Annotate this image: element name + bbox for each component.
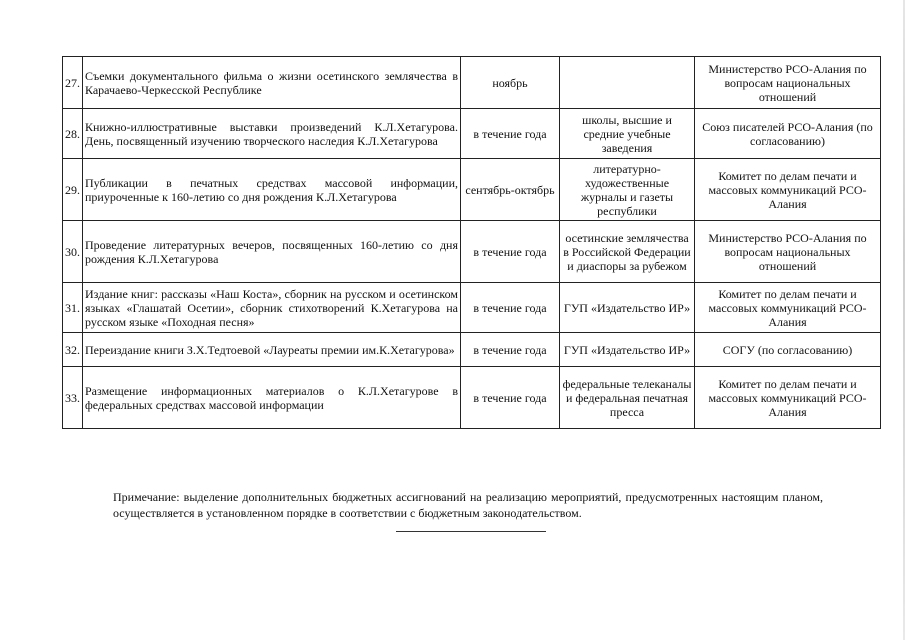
row-number: 33.	[63, 367, 83, 429]
row-number: 29.	[63, 159, 83, 221]
event-participants: федеральные телеканалы и федеральная печатная пресса	[560, 367, 695, 429]
event-description: Съемки документального фильма о жизни осетинского землячества в Карачаево-Черкесской Республике	[83, 57, 461, 109]
event-date: ноябрь	[461, 57, 560, 109]
table-row	[63, 57, 881, 109]
event-participants: литературно-художественные журналы и газеты республики	[560, 159, 695, 221]
budget-note: Примечание: выделение дополнительных бюджетных ассигнований на реализацию мероприятий, предусмотренных настоящим планом, осуществляется в установленном порядке в соответствии с бюджетным законодательством.	[113, 490, 823, 520]
event-date: в течение года	[461, 283, 560, 333]
event-description: Книжно-иллюстративные выставки произведений К.Л.Хетагурова. День, посвященный изучению творческого наследия К.Л.Хетагурова	[83, 109, 461, 159]
row-number: 31.	[63, 283, 83, 333]
row-number: 27.	[63, 57, 83, 109]
end-of-document-rule	[396, 531, 546, 532]
table-row	[63, 367, 881, 429]
events-table-body	[63, 57, 881, 429]
table-row	[63, 333, 881, 367]
event-description: Издание книг: рассказы «Наш Коста», сборник на русском и осетинском языках «Глашатай Осетии», сборник стихотворений К.Хетагурова на русском языке «Походная песня»	[83, 283, 461, 333]
event-responsible: Комитет по делам печати и массовых коммуникаций РСО-Алания	[695, 159, 881, 221]
event-date: в течение года	[461, 221, 560, 283]
event-responsible: СОГУ (по согласованию)	[695, 333, 881, 367]
event-date: в течение года	[461, 109, 560, 159]
events-plan-table	[62, 56, 881, 429]
row-number: 32.	[63, 333, 83, 367]
table-row	[63, 221, 881, 283]
event-participants: школы, высшие и средние учебные заведения	[560, 109, 695, 159]
row-number: 28.	[63, 109, 83, 159]
event-description: Переиздание книги З.Х.Тедтоевой «Лауреаты премии им.К.Хетагурова»	[83, 333, 461, 367]
event-participants: ГУП «Издательство ИР»	[560, 283, 695, 333]
table-row	[63, 283, 881, 333]
event-description: Размещение информационных материалов о К.Л.Хетагурове в федеральных средствах массовой информации	[83, 367, 461, 429]
event-responsible: Министерство РСО-Алания по вопросам национальных отношений	[695, 221, 881, 283]
event-participants: осетинские землячества в Российской Федерации и диаспоры за рубежом	[560, 221, 695, 283]
event-responsible: Комитет по делам печати и массовых коммуникаций РСО-Алания	[695, 283, 881, 333]
event-responsible: Министерство РСО-Алания по вопросам национальных отношений	[695, 57, 881, 109]
event-date: в течение года	[461, 367, 560, 429]
table-row	[63, 159, 881, 221]
event-date: в течение года	[461, 333, 560, 367]
event-description: Публикации в печатных средствах массовой информации, приуроченные к 160-летию со дня рождения К.Л.Хетагурова	[83, 159, 461, 221]
event-participants	[560, 57, 695, 109]
row-number: 30.	[63, 221, 83, 283]
event-responsible: Союз писателей РСО-Алания (по согласованию)	[695, 109, 881, 159]
event-participants: ГУП «Издательство ИР»	[560, 333, 695, 367]
event-date: сентябрь-октябрь	[461, 159, 560, 221]
event-description: Проведение литературных вечеров, посвященных 160-летию со дня рождения К.Л.Хетагурова	[83, 221, 461, 283]
event-responsible: Комитет по делам печати и массовых коммуникаций РСО-Алания	[695, 367, 881, 429]
table-row	[63, 109, 881, 159]
